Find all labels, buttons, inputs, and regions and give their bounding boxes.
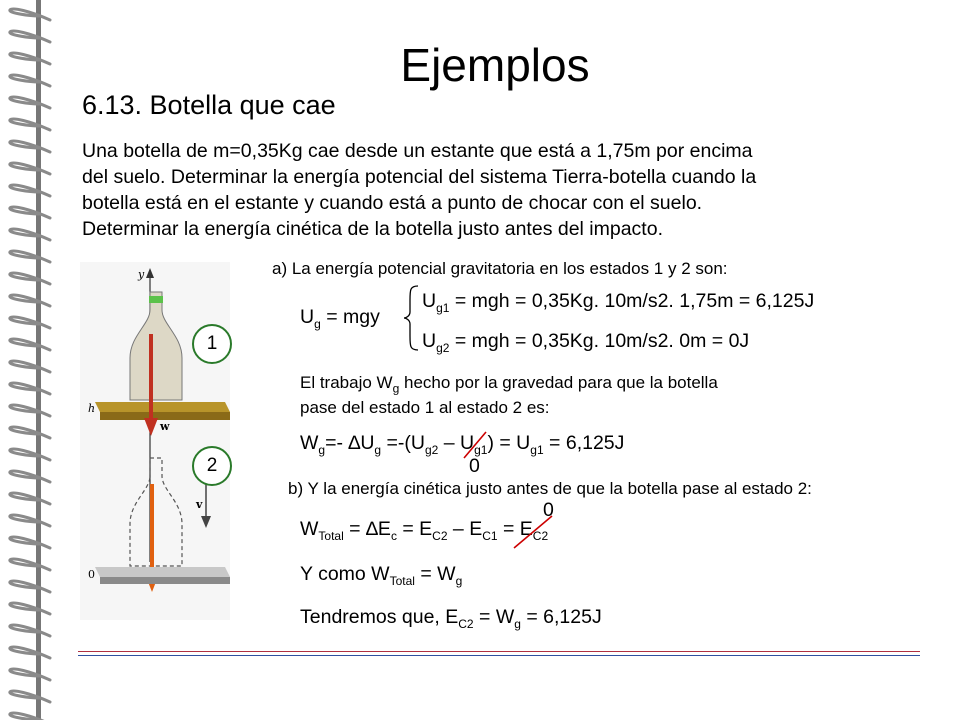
state-2-badge: 2 — [192, 446, 232, 486]
binding-ring — [10, 141, 50, 152]
binding-ring — [10, 273, 50, 284]
binding-ring — [10, 97, 50, 108]
binding-ring — [10, 229, 50, 240]
binding-ring — [10, 559, 50, 570]
binding-ring — [10, 163, 50, 174]
binding-ring — [10, 119, 50, 130]
binding-ring — [10, 405, 50, 416]
falling-bottle-figure — [80, 262, 230, 620]
binding-ring — [10, 207, 50, 218]
work-line-1: El trabajo $W_g$ hecho por la gravedad para que la botella — [300, 373, 718, 396]
binding-ring — [10, 383, 50, 394]
binding-ring — [10, 339, 50, 350]
bottom-rule-blue — [78, 655, 920, 656]
binding-ring — [10, 647, 50, 658]
zero-note-b: 0 — [543, 499, 554, 521]
binding-ring — [10, 603, 50, 614]
binding-ring — [10, 625, 50, 636]
label-v: v — [196, 498, 203, 511]
ug1-equation: $U_{g1}$ = mgh = 0,35Kg. 10m/s2. 1,75m = 6,125J — [422, 290, 815, 315]
binding-ring — [10, 713, 50, 720]
zero-note-a: 0 — [469, 455, 480, 477]
ug2-equation: $U_{g2}$ = mgh = 0,35Kg. 10m/s2. 0m = 0J — [422, 330, 750, 355]
bottom-rule-red — [78, 651, 920, 652]
binding-ring — [10, 295, 50, 306]
floor — [100, 577, 230, 584]
problem-line: Una botella de m=0,35Kg cae desde un estante que está a 1,75m por encima — [82, 140, 753, 162]
axis-y-label: y — [138, 268, 145, 281]
binding-ring — [10, 537, 50, 548]
binding-ring — [10, 669, 50, 680]
binding-ring — [10, 185, 50, 196]
problem-line: Determinar la energía cinética de la botella justo antes del impacto. — [82, 218, 663, 240]
tendremos-line: Tendremos que, $E_{C2} = W_g = 6,125J$ — [300, 606, 602, 631]
notebook-binding — [0, 0, 60, 720]
shelf — [100, 412, 230, 420]
como-line: Y como $W_{Total} = W_g$ — [300, 563, 463, 588]
binding-ring — [10, 581, 50, 592]
part-a-intro: a) La energía potencial gravitatoria en los estados 1 y 2 son: — [272, 259, 728, 278]
strike-ec1 — [508, 512, 560, 552]
binding-ring — [10, 471, 50, 482]
state-1-badge: 1 — [192, 324, 232, 364]
wtotal-equation: $W_{Total} = \Delta E_c = E_{C2} - E_{C1} = E_{C2}$ — [300, 518, 549, 543]
label-w: w — [160, 420, 170, 433]
binding-ring — [10, 515, 50, 526]
problem-line: del suelo. Determinar la energía potencial del sistema Tierra-botella cuando la — [82, 166, 757, 188]
binding-ring — [10, 317, 50, 328]
work-line-2: pase del estado 1 al estado 2 es: — [300, 398, 550, 417]
binding-ring — [10, 449, 50, 460]
binding-ring — [10, 691, 50, 702]
binding-ring — [10, 493, 50, 504]
part-b-intro: b) Y la energía cinética justo antes de que la botella pase al estado 2: — [288, 479, 812, 498]
slide-subtitle: 6.13. Botella que cae — [82, 90, 336, 120]
slide-title: Ejemplos — [400, 39, 590, 91]
bottle-cap — [149, 296, 163, 303]
problem-line: botella está en el estante y cuando está a punto de chocar con el suelo. — [82, 192, 703, 214]
label-zero: 0 — [88, 568, 95, 581]
wg-equation: $W_g=-$ $\Delta U_g =-(U_{g2} - U_{g1}) = U_{g1} = 6,125J$ — [300, 432, 625, 457]
binding-ring — [10, 9, 50, 20]
binding-ring — [10, 427, 50, 438]
problem-statement — [82, 138, 922, 242]
binding-ring — [10, 361, 50, 372]
ug-equation: $U_g$ = mgy — [300, 306, 380, 331]
binding-ring — [10, 251, 50, 262]
brace — [402, 284, 420, 352]
label-h: h — [88, 402, 96, 415]
